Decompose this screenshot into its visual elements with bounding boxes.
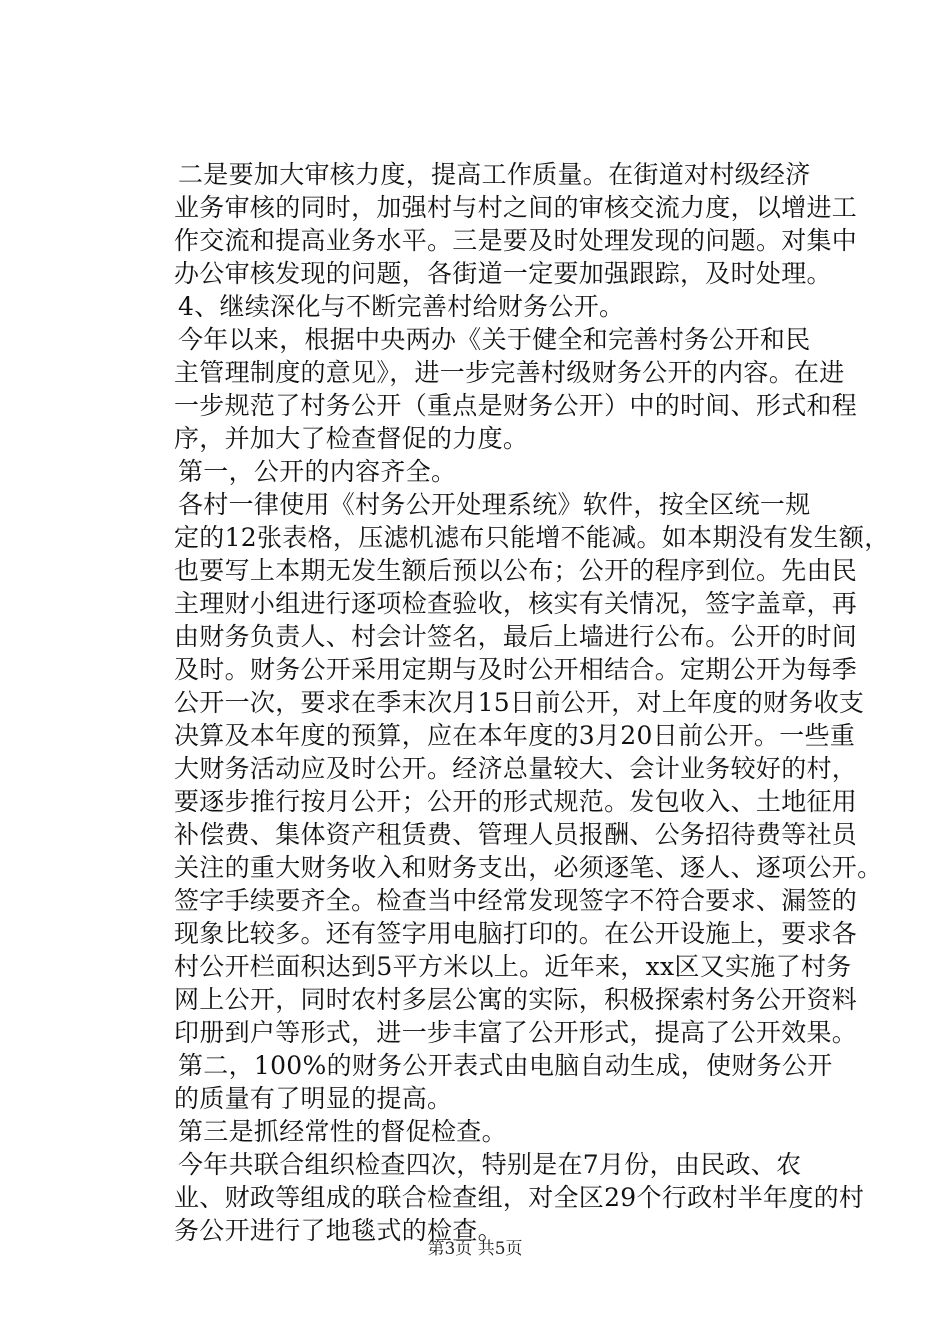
paragraph-line: 办公审核发现的问题，各街道一定要加强跟踪，及时处理。 — [174, 259, 832, 288]
paragraph-line: 业务审核的同时，加强村与村之间的审核交流力度，以增进工 — [174, 193, 858, 222]
paragraph-line: 业、财政等组成的联合检查组，对全区29个行政村半年度的村 — [174, 1183, 865, 1212]
paragraph-first-line: 各村一律使用《村务公开处理系统》软件，按全区统一规 — [178, 490, 811, 519]
document-body — [174, 158, 890, 1247]
paragraph-first-line: 今年共联合组织检查四次，特别是在7月份，由民政、农 — [178, 1150, 802, 1179]
paragraph-line: 决算及本年度的预算，应在本年度的3月20日前公开。一些重 — [174, 721, 856, 750]
paragraph-line: 作交流和提高业务水平。三是要及时处理发现的问题。对集中 — [174, 226, 858, 255]
paragraph-line: 主理财小组进行逐项检查验收，核实有关情况，签字盖章，再 — [174, 589, 858, 618]
paragraph-line: 定的12张表格，压滤机滤布只能增不能减。如本期没有发生额， — [174, 523, 890, 552]
paragraph-line: 主管理制度的意见》，进一步完善村级财务公开的内容。在进 — [174, 358, 845, 387]
paragraph-line: 公开一次，要求在季末次月15日前公开，对上年度的财务收支 — [174, 688, 865, 717]
paragraph-line: 一步规范了村务公开（重点是财务公开）中的时间、形式和程 — [174, 391, 858, 420]
paragraph-first-line: 第二，100%的财务公开表式由电脑自动生成，使财务公开 — [178, 1051, 833, 1080]
paragraph-first-line: 二是要加大审核力度，提高工作质量。在街道对村级经济 — [178, 160, 811, 189]
paragraph-line: 的质量有了明显的提高。 — [174, 1084, 453, 1113]
paragraph-first-line: 第一，公开的内容齐全。 — [178, 457, 457, 486]
paragraph-line: 也要写上本期无发生额后预以公布；公开的程序到位。先由民 — [174, 556, 858, 585]
paragraph-line: 序，并加大了检查督促的力度。 — [174, 424, 529, 453]
paragraph-line: 现象比较多。还有签字用电脑打印的。在公开设施上，要求各 — [174, 919, 858, 948]
paragraph-line: 网上公开，同时农村多层公寓的实际，积极探索村务公开资料 — [174, 985, 858, 1014]
paragraph-line: 由财务负责人、村会计签名，最后上墙进行公布。公开的时间 — [174, 622, 858, 651]
paragraph-first-line: 4、继续深化与不断完善村给财务公开。 — [178, 292, 625, 321]
paragraph-first-line: 今年以来，根据中央两办《关于健全和完善村务公开和民 — [178, 325, 811, 354]
paragraph-line: 村公开栏面积达到5平方米以上。近年来，xx区又实施了村务 — [174, 952, 852, 981]
paragraph-line: 务公开进行了地毯式的检查。 — [174, 1216, 503, 1245]
paragraph-line: 关注的重大财务收入和财务支出，必须逐笔、逐人、逐项公开。 — [174, 853, 883, 882]
paragraph-line: 补偿费、集体资产租赁费、管理人员报酬、公务招待费等社员 — [174, 820, 858, 849]
paragraph-line: 大财务活动应及时公开。经济总量较大、会计业务较好的村， — [174, 754, 858, 783]
paragraph-line: 及时。财务公开采用定期与及时公开相结合。定期公开为每季 — [174, 655, 858, 684]
paragraph-first-line: 第三是抓经常性的督促检查。 — [178, 1117, 507, 1146]
paragraph-line: 要逐步推行按月公开；公开的形式规范。发包收入、土地征用 — [174, 787, 858, 816]
page-footer: 第3页 共5页 — [427, 1239, 523, 1259]
paragraph-line: 印册到户等形式，进一步丰富了公开形式，提高了公开效果。 — [174, 1018, 858, 1047]
paragraph-line: 签字手续要齐全。检查当中经常发现签字不符合要求、漏签的 — [174, 886, 858, 915]
